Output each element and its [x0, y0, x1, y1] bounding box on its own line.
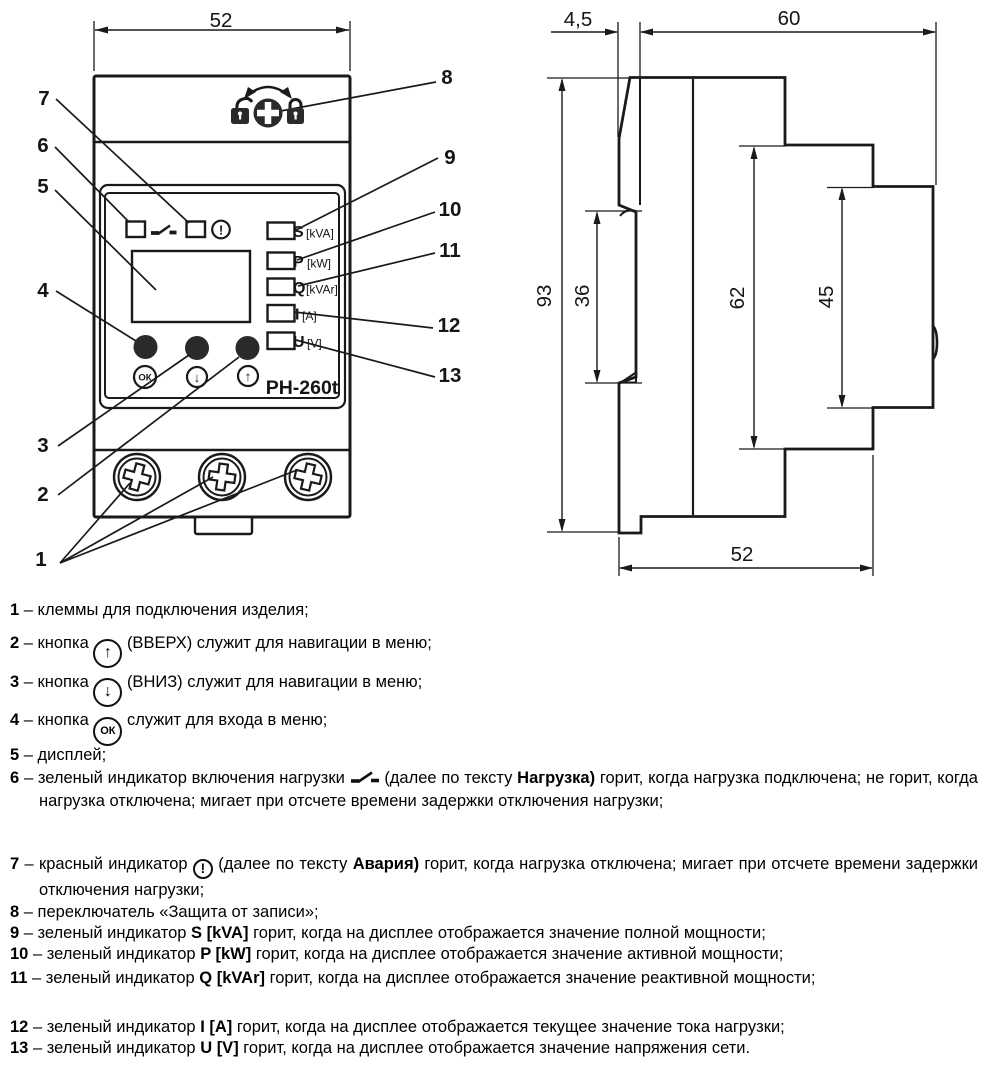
callout-5: 5: [37, 175, 49, 198]
down-button: [185, 336, 209, 360]
legend-text: горит, когда на дисплее отображается значение напряжения сети.: [243, 1039, 751, 1057]
dim-front-width: 52: [209, 9, 233, 32]
callout-6: 6: [37, 134, 49, 157]
callout-4: 4: [37, 279, 49, 302]
svg-text:U: U: [293, 334, 305, 351]
legend-item-13: [10, 1038, 978, 1059]
svg-text:Q: Q: [293, 280, 306, 297]
svg-text:↑: ↑: [244, 369, 252, 384]
callout-7: 7: [38, 87, 50, 110]
legend-text: – зеленый индикатор: [32, 969, 195, 987]
legend-text: горит, когда на дисплее отображается значение реактивной мощности;: [269, 969, 816, 987]
legend-num: 4: [10, 711, 20, 729]
legend-item-6: [10, 767, 978, 813]
legend-text: – зеленый индикатор: [32, 1039, 196, 1057]
up-button: [236, 336, 260, 360]
callout-3: 3: [37, 434, 49, 457]
callout-1: 1: [35, 548, 47, 571]
legend-item-11: [10, 967, 978, 990]
callout-2: 2: [37, 483, 49, 506]
legend-text: – зеленый индикатор: [23, 924, 187, 942]
legend-text: горит, когда на дисплее отображается значение активной мощности;: [255, 945, 784, 963]
legend-item-5: [10, 745, 978, 766]
legend-num: 8: [10, 903, 20, 921]
alarm-icon: !: [193, 859, 213, 879]
legend-term: P [kW]: [200, 945, 252, 963]
legend-text: (далее по тексту: [384, 769, 513, 787]
display: [132, 251, 250, 322]
legend-text: – зеленый индикатор: [32, 1018, 196, 1036]
svg-text:S: S: [293, 224, 304, 241]
legend-term: S [kVA]: [191, 924, 249, 942]
svg-text:60: 60: [777, 7, 801, 30]
svg-text:[kVAr]: [kVAr]: [306, 282, 338, 297]
legend-text: (ВВЕРХ) служит для навигации в меню;: [126, 634, 432, 652]
callout-11: 11: [439, 239, 461, 262]
load-indicator-led: [127, 222, 146, 238]
legend-num: 5: [10, 746, 20, 764]
legend-num: 11: [10, 969, 28, 987]
legend-term: Q [kVAr]: [199, 969, 265, 987]
legend-term: Нагрузка): [517, 769, 596, 787]
terminal-screw: [285, 454, 331, 500]
legend-text: – зеленый индикатор: [32, 945, 196, 963]
svg-text:!: !: [218, 222, 224, 238]
callout-10: 10: [438, 198, 462, 221]
legend-item-7: [10, 853, 978, 902]
terminals: [114, 454, 331, 500]
legend-text: – красный индикатор: [24, 855, 188, 873]
legend-term: U [V]: [200, 1039, 239, 1057]
legend-text: – клеммы для подключения изделия;: [23, 601, 309, 619]
svg-text:↓: ↓: [193, 370, 201, 385]
legend-item-12: [10, 1017, 978, 1038]
down-arrow-icon: ↓: [93, 678, 122, 707]
legend-num: 9: [10, 924, 20, 942]
front-view: [35, 9, 461, 571]
callout-9: 9: [444, 146, 456, 169]
legend-term: I [A]: [200, 1018, 233, 1036]
front-width-dimension: [94, 9, 350, 71]
legend-num: 1: [10, 601, 20, 619]
ok-button: [134, 335, 158, 359]
callout-8: 8: [441, 66, 453, 89]
legend-num: 7: [10, 855, 20, 873]
side-view: [533, 7, 937, 576]
svg-text:4,5: 4,5: [563, 8, 593, 31]
legend-text: – кнопка: [23, 673, 89, 691]
legend-num: 10: [10, 945, 29, 963]
svg-text:P: P: [293, 254, 304, 271]
legend-text: (ВНИЗ) служит для навигации в меню;: [126, 673, 423, 691]
switch-contact-icon: [350, 769, 380, 785]
svg-text:45: 45: [815, 285, 838, 309]
legend-item-2: [10, 633, 978, 668]
legend-text: – зеленый индикатор включения нагрузки: [23, 769, 345, 787]
legend-text: горит, когда нагрузка отключена; мигает при отсчете времени задержки отключения нагрузки;: [39, 855, 979, 899]
legend-text: (далее по тексту: [218, 855, 348, 873]
callout-12: 12: [437, 314, 461, 337]
svg-text:52: 52: [730, 543, 754, 566]
svg-text:[kVA]: [kVA]: [306, 226, 334, 241]
screw-icon: [254, 99, 283, 128]
din-tab: [195, 517, 252, 534]
legend-item-10: [10, 944, 978, 965]
svg-text:[kW]: [kW]: [307, 256, 331, 271]
svg-text:36: 36: [571, 284, 594, 308]
legend-text: – дисплей;: [23, 746, 107, 764]
ok-icon: ОК: [93, 717, 122, 746]
legend-text: – переключатель «Защита от записи»;: [23, 903, 319, 921]
legend-item-4: [10, 710, 978, 746]
svg-text:[V]: [V]: [307, 336, 322, 351]
svg-text:[A]: [A]: [302, 309, 317, 323]
legend-text: горит, когда на дисплее отображается текущее значение тока нагрузки;: [236, 1018, 785, 1036]
legend-text: горит, когда нагрузка подключена; не горит, когда нагрузка отключена; мигает при отсчете времени задержки отключения нагрузки;: [39, 769, 978, 810]
legend-text: горит, когда на дисплее отображается значение полной мощности;: [253, 924, 766, 942]
legend-num: 12: [10, 1018, 29, 1036]
legend-item-8: [10, 902, 978, 923]
legend-item-1: [10, 600, 978, 621]
legend-num: 6: [10, 769, 20, 787]
callout-13: 13: [438, 364, 462, 387]
legend-item-9: [10, 923, 978, 944]
legend-text: – кнопка: [23, 711, 89, 729]
svg-text:I: I: [295, 306, 300, 324]
svg-text:62: 62: [726, 286, 749, 310]
legend-num: 2: [10, 634, 20, 652]
legend-num: 13: [10, 1039, 29, 1057]
up-arrow-icon: ↑: [93, 639, 122, 668]
svg-text:93: 93: [533, 284, 556, 308]
legend-text: служит для входа в меню;: [126, 711, 328, 729]
legend-term: Авария): [352, 855, 420, 873]
alarm-indicator-led: [187, 222, 206, 238]
model-label: РН-260t: [265, 377, 339, 399]
legend-num: 3: [10, 673, 20, 691]
dim-rail-36: [571, 211, 642, 383]
legend-item-3: [10, 672, 978, 707]
legend-text: – кнопка: [23, 634, 89, 652]
svg-text:ОК: ОК: [138, 372, 152, 384]
